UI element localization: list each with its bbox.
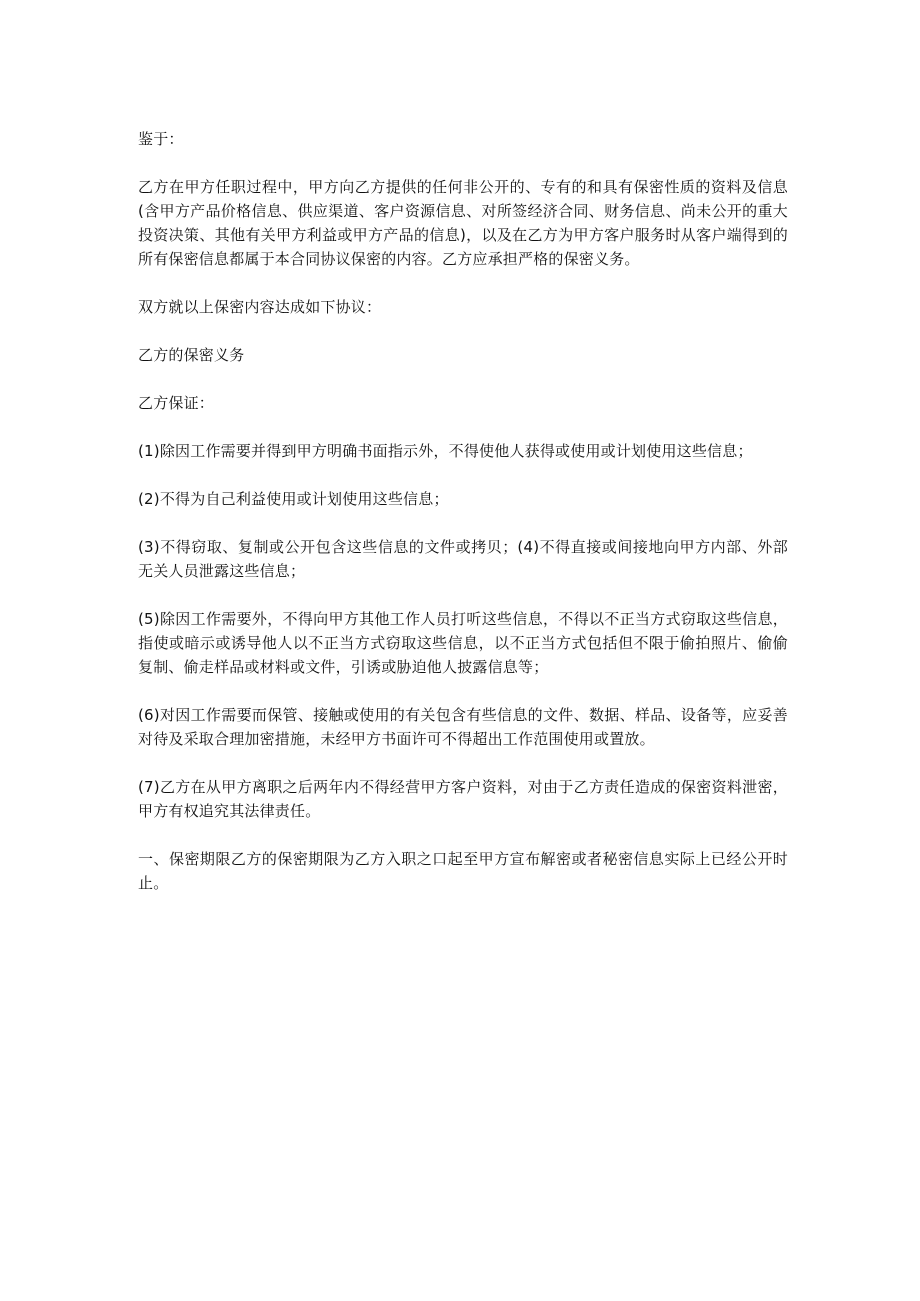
intro-heading: 鉴于： bbox=[138, 130, 184, 148]
confidential-scope-paragraph: 乙方在甲方任职过程中，甲方向乙方提供的任何非公开的、专有的和具有保密性质的资料及信息(含甲方产品价格信息、供应渠道、客户资源信息、对所签经济合同、财务信息、尚未公开的重大投资决策、其他有关甲方利益或甲方产品的信息)，以及在乙方为甲方客户服务时从客户端得到的所有保密信息都属于本合同协议保密的内容。乙方应承担严格的保密义务。 bbox=[138, 178, 788, 268]
clause-1: (1)除因工作需要并得到甲方明确书面指示外，不得使他人获得或使用或计划使用这些信息； bbox=[138, 442, 753, 460]
clause-3-4: (3)不得窃取、复制或公开包含这些信息的文件或拷贝；(4)不得直接或间接地向甲方内部、外部无关人员泄露这些信息； bbox=[138, 538, 788, 580]
section-heading-obligations: 乙方的保密义务 bbox=[138, 346, 245, 364]
confidentiality-period-paragraph: 一、保密期限乙方的保密期限为乙方入职之口起至甲方宣布解密或者秘密信息实际上已经公开时止。 bbox=[138, 850, 788, 892]
clause-6: (6)对因工作需要而保管、接触或使用的有关包含有些信息的文件、数据、样品、设备等，应妥善对待及采取合理加密措施，未经甲方书面许可不得超出工作范围使用或置放。 bbox=[138, 706, 788, 748]
clause-7: (7)乙方在从甲方离职之后两年内不得经营甲方客户资料，对由于乙方责任造成的保密资料泄密，甲方有权追究其法律责任。 bbox=[138, 778, 788, 820]
guarantee-heading: 乙方保证： bbox=[138, 394, 215, 412]
agreement-statement: 双方就以上保密内容达成如下协议： bbox=[138, 298, 382, 316]
clause-2: (2)不得为自己利益使用或计划使用这些信息； bbox=[138, 490, 449, 508]
document-body bbox=[138, 127, 788, 919]
clause-5: (5)除因工作需要外，不得向甲方其他工作人员打听这些信息，不得以不正当方式窃取这些信息，指使或暗示或诱导他人以不正当方式窃取这些信息，以不正当方式包括但不限于偷拍照片、偷偷复制、偷走样品或材料或文件，引诱或胁迫他人披露信息等； bbox=[138, 610, 788, 676]
